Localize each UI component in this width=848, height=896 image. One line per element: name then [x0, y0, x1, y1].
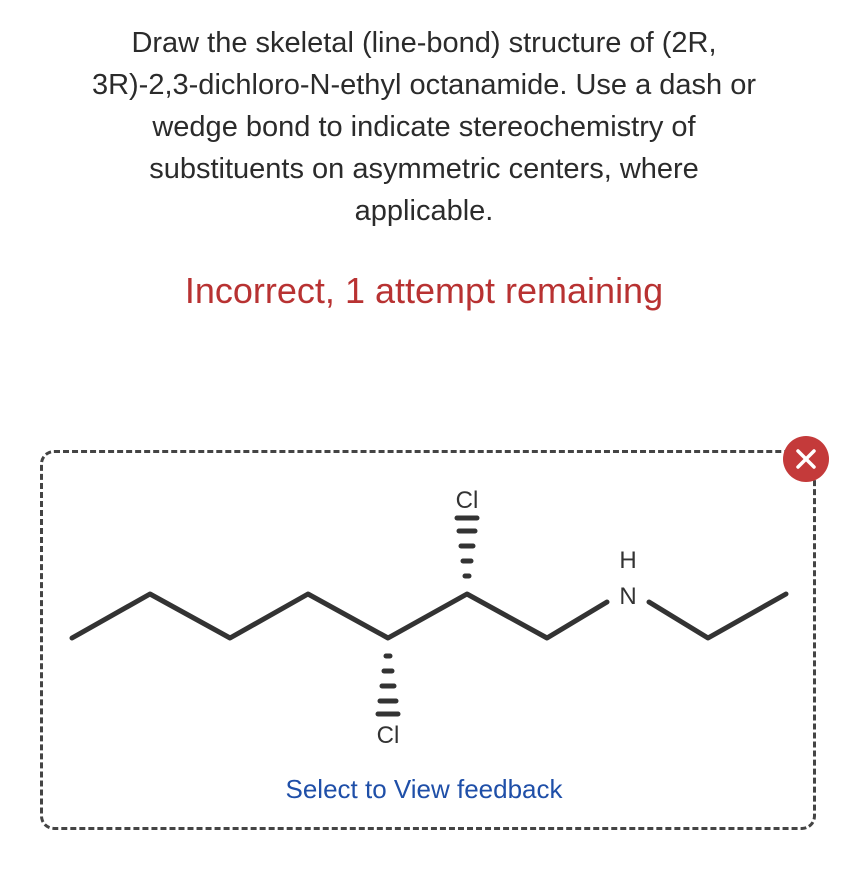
atom-label-n: N: [619, 583, 637, 610]
atom-label-cl-top: Cl: [455, 487, 479, 514]
question-line: Draw the skeletal (line-bond) structure of (2R,: [131, 27, 717, 59]
atom-label-cl-bottom: Cl: [376, 722, 400, 749]
view-feedback-link[interactable]: Select to View feedback: [285, 774, 563, 804]
question-line: substituents on asymmetric centers, where: [149, 153, 699, 185]
question-line: wedge bond to indicate stereochemistry of: [152, 111, 696, 143]
atom-label-h: H: [619, 547, 637, 574]
close-x-icon: [793, 446, 819, 472]
close-button[interactable]: [783, 436, 829, 482]
question-text: [30, 22, 818, 232]
question-line: applicable.: [354, 195, 494, 227]
attempt-status: Incorrect, 1 attempt remaining: [184, 270, 664, 311]
question-line: 3R)-2,3-dichloro-N-ethyl octanamide. Use a dash or: [91, 69, 757, 101]
